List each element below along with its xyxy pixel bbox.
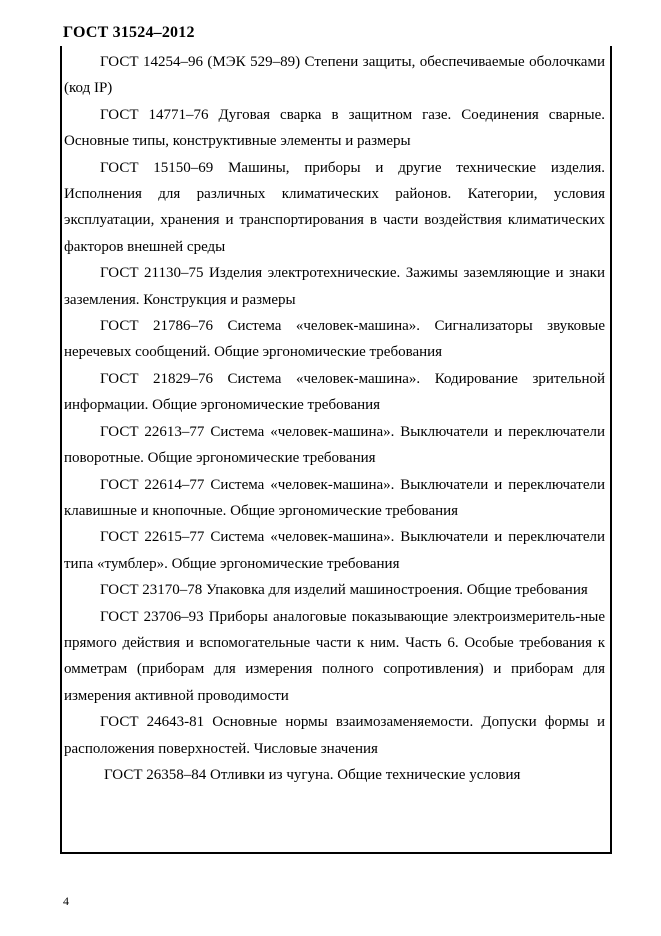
- reference-gost-22613: ГОСТ 22613–77 Система «человек-машина». Выключатели и переключатели поворотные. Общие эргономические требования: [64, 423, 605, 467]
- reference-gost-21829: ГОСТ 21829–76 Система «человек-машина». Кодирование зрительной информации. Общие эргономические требования: [64, 370, 605, 414]
- reference-gost-22615: ГОСТ 22615–77 Система «человек-машина». Выключатели и переключатели типа «тумблер». Общие эргономические требования: [64, 529, 605, 572]
- page-number: 4: [63, 894, 69, 908]
- document-header: ГОСТ 31524–2012: [63, 24, 195, 41]
- reference-gost-21786: ГОСТ 21786–76 Система «человек-машина». Сигнализаторы звуковые неречевых сообщений. Общие эргономические требования: [64, 318, 605, 361]
- reference-gost-23170: ГОСТ 23170–78 Упаковка для изделий машиностроения. Общие требования: [100, 582, 588, 599]
- reference-gost-21130: ГОСТ 21130–75 Изделия электротехнические. Зажимы заземляющие и знаки заземления. Конструкция и размеры: [64, 265, 605, 308]
- reference-gost-15150: ГОСТ 15150–69 Машины, приборы и другие технические изделия. Исполнения для различных климатических районов. Категории, условия эксплуатации, хранения и транспортирования в части воздействия климатических факторов внешней среды: [64, 159, 605, 255]
- reference-gost-26358: ГОСТ 26358–84 Отливки из чугуна. Общие технические условия: [104, 766, 521, 783]
- reference-gost-14771: ГОСТ 14771–76 Дуговая сварка в защитном газе. Соединения сварные. Основные типы, конструктивные элементы и размеры: [64, 106, 605, 150]
- reference-gost-14254: ГОСТ 14254–96 (МЭК 529–89) Степени защиты, обеспечиваемые оболочками (код IP): [64, 54, 605, 97]
- normative-references-list: [64, 49, 605, 788]
- reference-gost-22614: ГОСТ 22614–77 Система «человек-машина». Выключатели и переключатели клавишные и кнопочные. Общие эргономические требования: [64, 476, 605, 519]
- reference-gost-24643: ГОСТ 24643-81 Основные нормы взаимозаменяемости. Допуски формы и расположения поверхностей. Числовые значения: [64, 714, 605, 757]
- reference-gost-23706: ГОСТ 23706–93 Приборы аналоговые показывающие электроизмеритель-ные прямого действия и вспомогательные части к ним. Часть 6. Особые требования к омметрам (приборам для измерения полного сопротивления) и приборам для измерения активной проводимости: [64, 608, 605, 704]
